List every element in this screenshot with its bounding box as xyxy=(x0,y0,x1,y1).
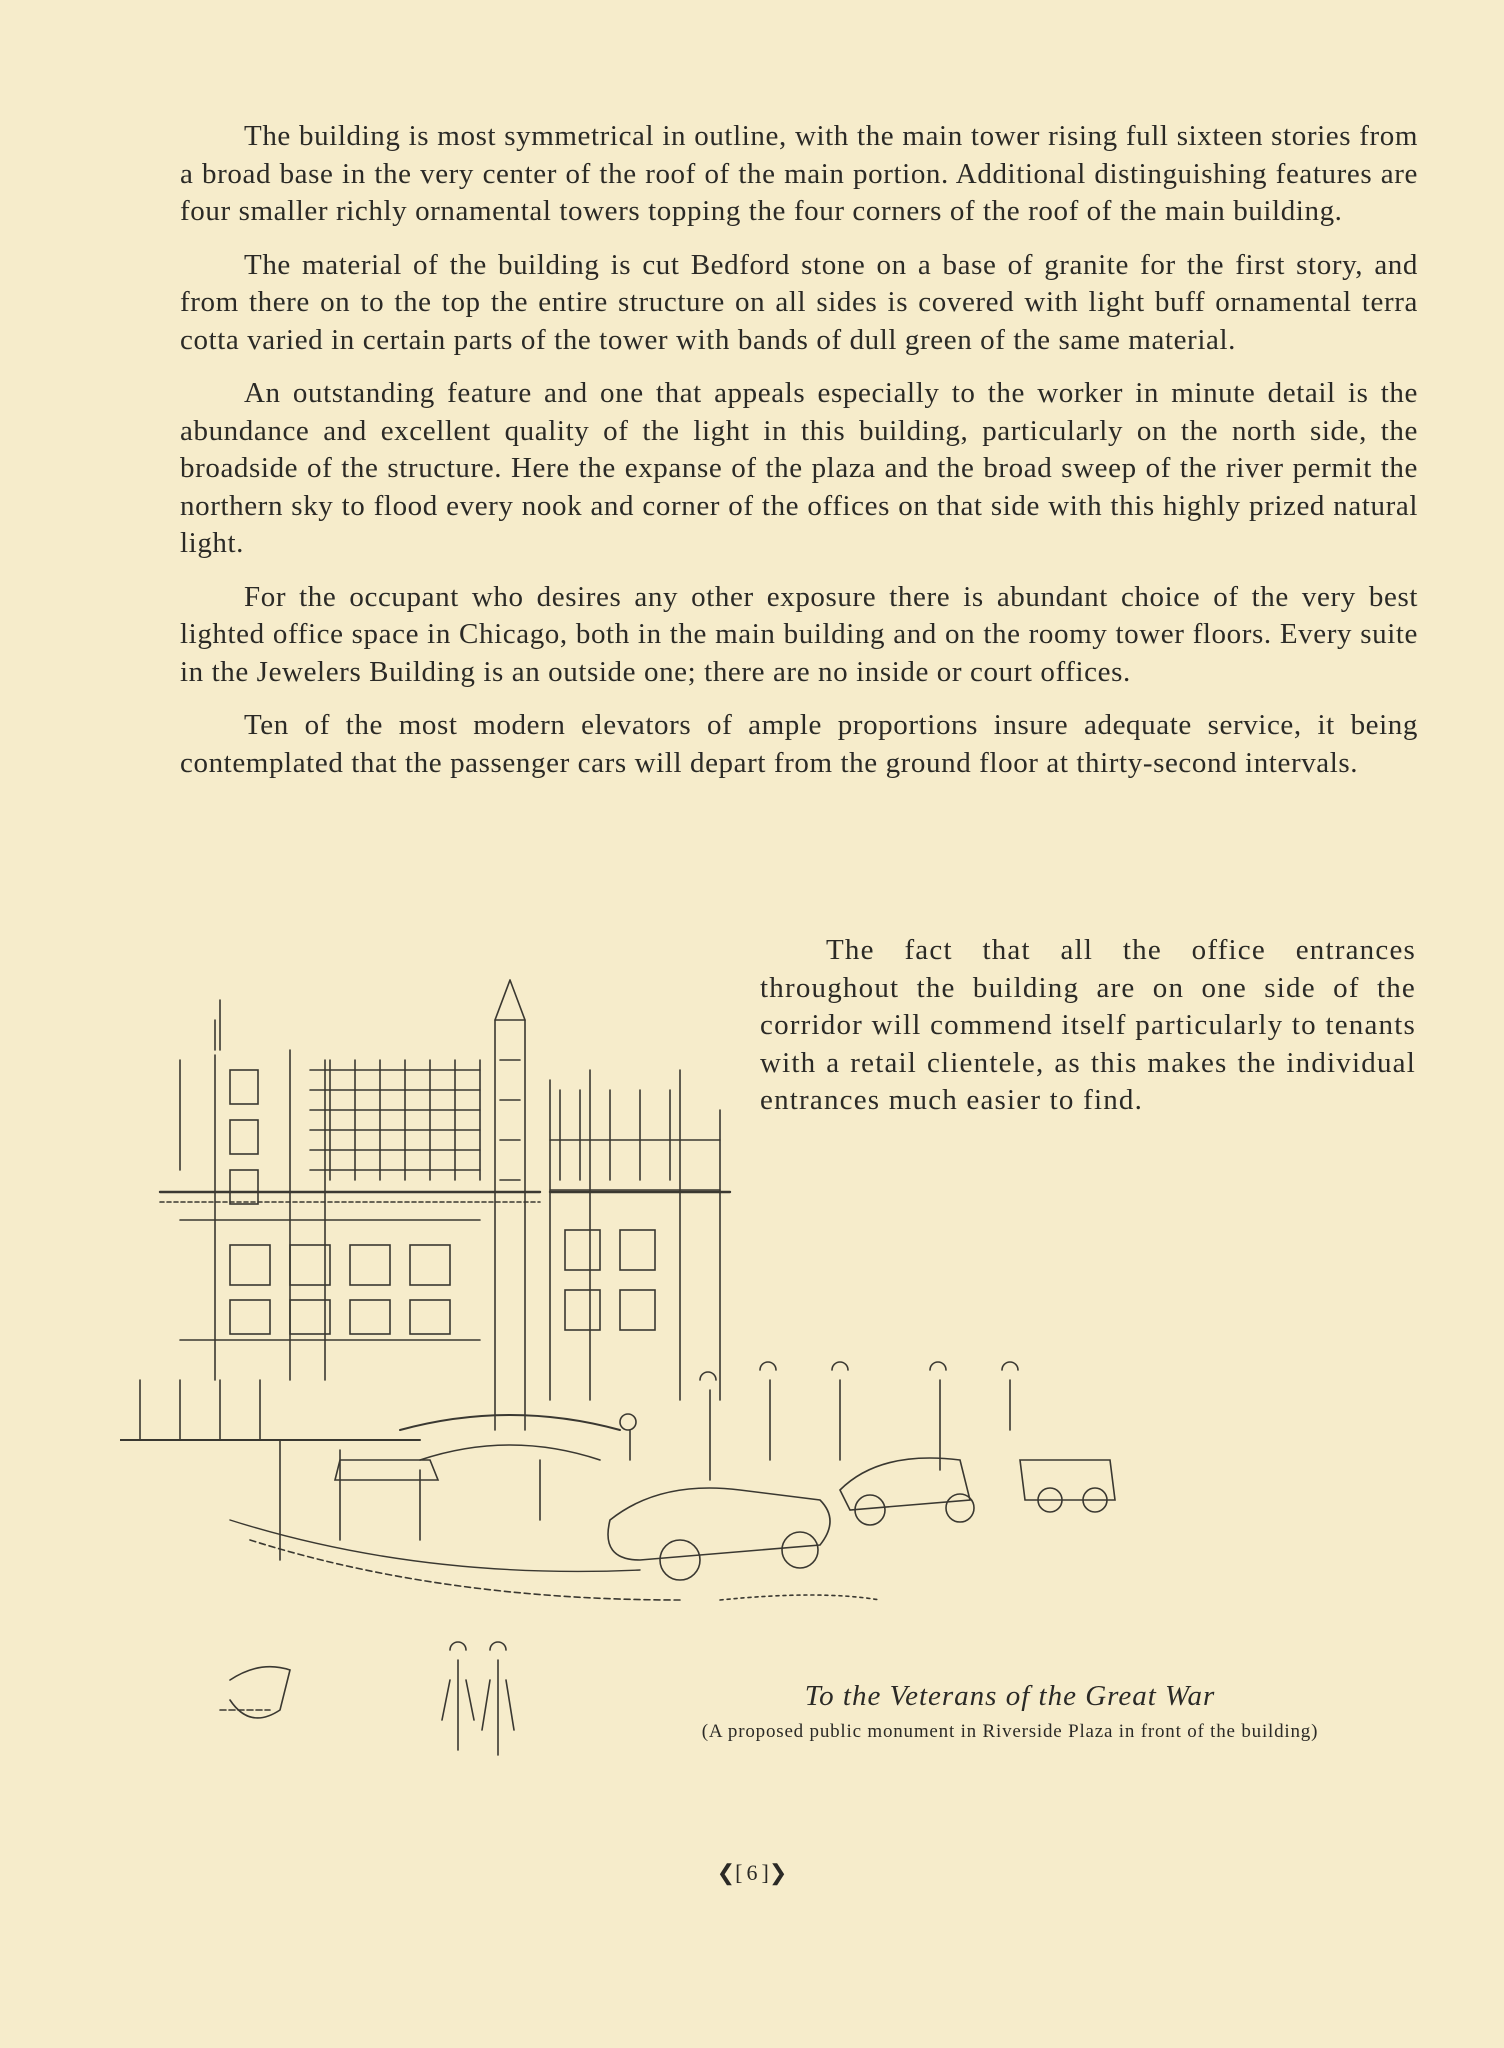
body-text xyxy=(180,118,1418,782)
paragraph-1: The building is most symmetrical in outline, with the main tower rising full sixteen stories from a broad base in the very center of the roof of the main portion. Additional distinguishing features are four smaller richly ornamental towers topping the four corners of the roof of the main building. xyxy=(180,120,1418,227)
cars-sketch xyxy=(335,1458,1115,1580)
caption-title: To the Veterans of the Great War xyxy=(804,1680,1216,1712)
left-building-sketch xyxy=(120,1000,540,1440)
pedestrians-sketch xyxy=(220,1642,514,1755)
plaza-ground-sketch xyxy=(230,1440,880,1600)
monument-sketch-illustration xyxy=(120,960,1140,1780)
right-building-sketch xyxy=(550,1070,730,1400)
left-ornament-icon: ❮[ xyxy=(716,1860,743,1885)
page-number: 6 xyxy=(746,1860,758,1885)
page-number-footer xyxy=(0,1860,1504,1886)
paragraph-3: An outstanding feature and one that appeals especially to the worker in minute detail is the abundance and excellent quality of the light in this building, particularly on the north side, the broadside of the structure. Here the expanse of the plaza and the broad sweep of the river permit the northern sky to flood every nook and corner of the offices on that side with this highly prized natural light. xyxy=(180,377,1418,559)
caption-subtitle: (A proposed public monument in Riverside Plaza in front of the building) xyxy=(701,1721,1319,1742)
paragraph-5: Ten of the most modern elevators of ample proportions insure adequate service, it being contemplated that the passenger cars will depart from the ground floor at thirty-second intervals. xyxy=(180,709,1418,779)
side-paragraph: The fact that all the office entrances throughout the building are on one side of the corridor will commend itself particularly to tenants with a retail clientele, as this makes the individual entrances much easier to find. xyxy=(760,934,1416,1116)
paragraph-2: The material of the building is cut Bedford stone on a base of granite for the first story, and from there on to the top the entire structure on all sides is covered with light buff ornamental terra cotta varied in certain parts of the tower with bands of dull green of the same material. xyxy=(180,248,1418,356)
paragraph-4: For the occupant who desires any other exposure there is abundant choice of the very best lighted office space in Chicago, both in the main building and on the roomy tower floors. Every suite in the Jewelers Building is an outside one; there are no inside or court offices. xyxy=(180,580,1418,688)
illustration-caption xyxy=(640,1680,1380,1743)
right-ornament-icon: ]❯ xyxy=(761,1860,788,1885)
